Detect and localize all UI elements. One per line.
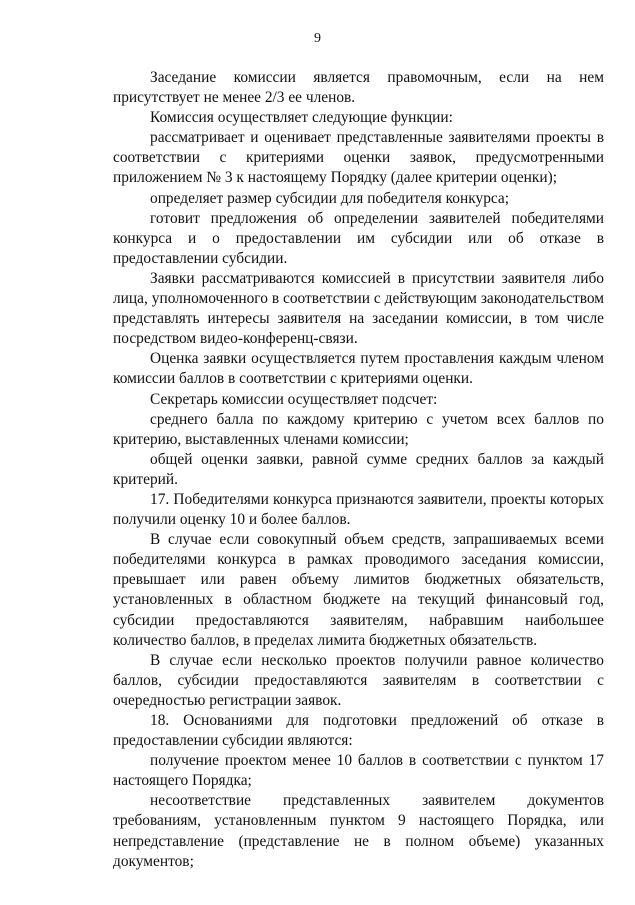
page-number: 9 xyxy=(314,31,321,46)
paragraph-scoring: Оценка заявки осуществляется путем проставления каждым членом комиссии баллов в соответствии с критериями оценки. xyxy=(113,350,604,388)
paragraph-functions-intro: Комиссия осуществляет следующие функции: xyxy=(150,109,453,127)
paragraph-secretary: Секретарь комиссии осуществляет подсчет: xyxy=(150,390,438,408)
paragraph-item-17: 17. Победителями конкурса признаются заявители, проекты которых получили оценку 10 и более баллов. xyxy=(113,490,604,529)
paragraph-total-score: общей оценки заявки, равной сумме средних баллов за каждый критерий. xyxy=(113,450,604,488)
paragraph-review-presence: Заявки рассматриваются комиссией в присутствии заявителя либо лица, уполномоченного в соответствии с действующим законодательством представлять интересы заявителя на заседании комиссии, в том числе посредством видео-конференц-связи. xyxy=(113,269,604,348)
paragraph-refusal-documents: несоответствие представленных заявителем документов требованиям, установленным пунктом 9 настоящего Порядка, или непредставление (представление не в полном объеме) указанных документов; xyxy=(113,792,604,870)
paragraph-budget-limits: В случае если совокупный объем средств, запрашиваемых всеми победителями конкурса в рамках проводимого заседания комиссии, превышает или равен объему лимитов бюджетных обязательств, установленных в областном бюджете на текущий финансовый год, субсидии предоставляются заявителям, набравшим наибольшее количество баллов, в пределах лимита бюджетных обязательств. xyxy=(113,531,604,649)
paragraph-function-proposals: готовит предложения об определении заявителей победителями конкурса и о предоставлении им субсидии или об отказе в предоставлении субсидии. xyxy=(113,209,604,267)
paragraph-average-score: среднего балла по каждому критерию с учетом всех баллов по критерию, выставленных членами комиссии; xyxy=(113,410,604,448)
paragraph-function-review: рассматривает и оценивает представленные заявителями проекты в соответствии с критериями оценки заявок, предусмотренными приложением № 3 к настоящему Порядку (далее критерии оценки); xyxy=(113,129,604,187)
document-body xyxy=(113,68,604,872)
paragraph-item-18: 18. Основаниями для подготовки предложений об отказе в предоставлении субсидии являются: xyxy=(113,712,604,750)
paragraph-function-amount: определяет размер субсидии для победителя конкурса; xyxy=(150,189,510,207)
paragraph-refusal-low-score: получение проектом менее 10 баллов в соответствии с пунктом 17 настоящего Порядка; xyxy=(113,752,604,790)
paragraph-quorum: Заседание комиссии является правомочным, если на нем присутствует не менее 2/3 ее членов. xyxy=(113,69,604,107)
paragraph-equal-scores: В случае если несколько проектов получили равное количество баллов, субсидии предоставляются заявителям в соответствии с очередностью регистрации заявок. xyxy=(113,651,604,709)
